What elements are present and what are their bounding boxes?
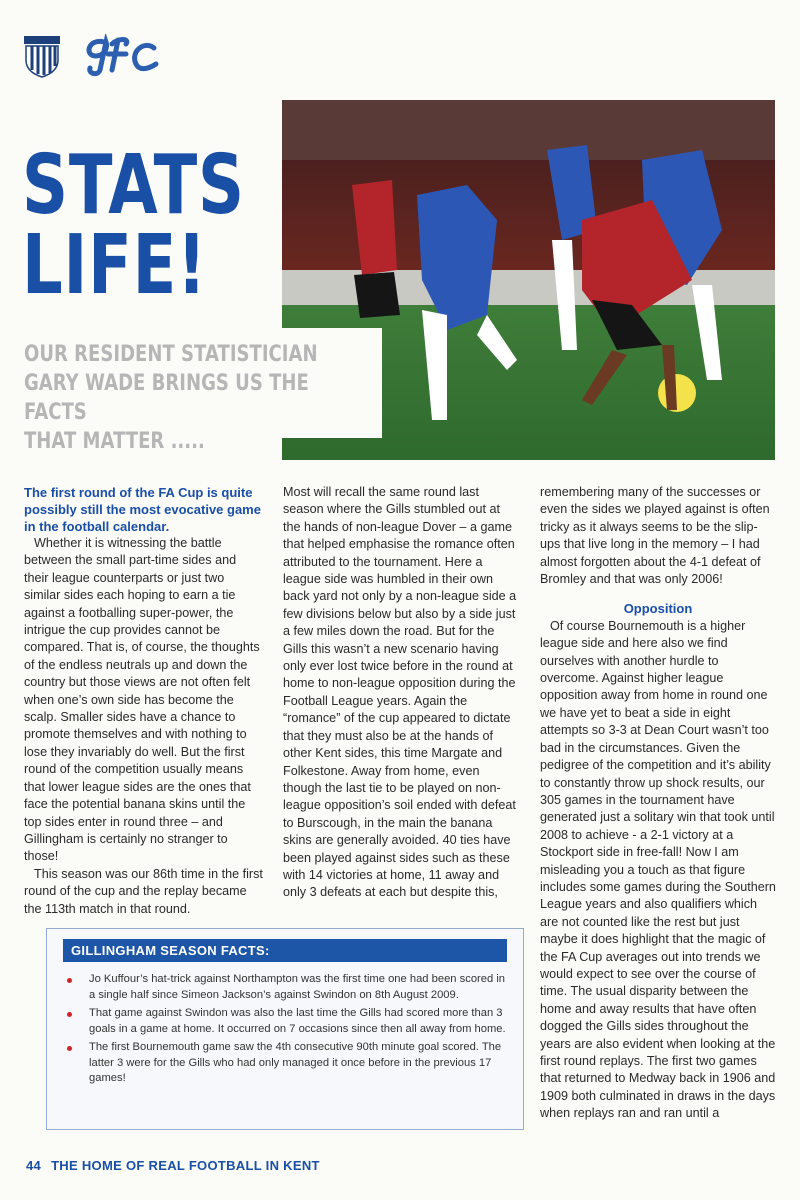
bullet-icon — [67, 1012, 72, 1017]
body-paragraph: remembering many of the successes or even the sides we played against is often tricky as it always seems to be the slip-ups that live long in the memory – I had almost forgotten about the 4-1 defeat of Bromley and that was only 2006! — [540, 485, 770, 587]
body-paragraph: Whether it is witnessing the battle between the small part-time sides and their league counterparts or just two similar sides each hoping to earn a tie against a footballing super-power, the intrigue the cup provides cannot be compared. That is, of course, the thoughts of the endless neutrals up and down the country but those views are not often felt when one’s own side has become the scalp. Smaller sides have a chance to promote themselves and with nothing to lose they invariably do well. But the first round of the competition usually means that lower league sides are the ones that face the potential banana skins until the top sides enter in round three – and Gillingham is certainly no stranger to those! — [24, 536, 260, 864]
article-column-1 — [24, 484, 264, 918]
article-column-3 — [540, 484, 776, 1123]
article-column-2 — [283, 484, 519, 902]
bullet-icon — [67, 978, 72, 983]
subtitle-line-1: OUR RESIDENT STATISTICIAN — [24, 342, 318, 367]
fact-item — [67, 972, 509, 1003]
footer-tagline: THE HOME OF REAL FOOTBALL IN KENT — [51, 1158, 320, 1173]
body-paragraph: This season was our 86th time in the first round of the cup and the replay became the 113th match in that round. — [24, 866, 263, 916]
article-subtitle — [24, 340, 368, 456]
subtitle-line-2: GARY WADE BRINGS US THE FACTS — [24, 371, 309, 425]
season-facts-heading: GILLINGHAM SEASON FACTS: — [63, 939, 507, 962]
season-facts-list — [47, 972, 523, 1087]
club-crest-logo — [24, 36, 60, 78]
body-paragraph: Most will recall the same round last season where the Gills stumbled out at the hands of non-league Dover – a game that helped emphasise the romance often attributed to the tournament. Here a league side was humbled in their own back yard not only by a non-league side a few divisions below but also by a side just a few miles down the road. But for the Gills this wasn’t a new scenario having only ever lost twice before in the round at home to non-league opposition during the Football League years. Again the “romance” of the cup appeared to dictate that they must also be at the hands of other Kent sides, this time Margate and Folkestone. Away from home, even though the last tie to be played on non-league opposition’s soil ended with defeat to Burscough, in the main the banana skins are generally avoided. 40 ties have been played against sides such as these with 14 victories at home, 11 away and only 3 defeats at each but despite this, — [283, 485, 517, 900]
fact-text: That game against Swindon was also the last time the Gills had scored more than 3 goals in a game at home. It occurred on 7 occasions since then all away from home. — [89, 1007, 506, 1035]
gfc-monogram-logo — [82, 34, 160, 78]
season-facts-box — [46, 928, 524, 1130]
title-line-2: LIFE! — [22, 218, 208, 313]
page-footer — [26, 1158, 320, 1173]
body-paragraph: Of course Bournemouth is a higher league side and here also we find ourselves with another hurdle to overcome. Against higher league opposition away from home in round one we have yet to beat a side in eight attempts so 3-3 at Dean Court wasn’t too bad in the circumstances. Given the pedigree of the competition and it’s ability to constantly throw up shock results, our 305 games in the tournament have generated just a solitary win that took until 2008 to achieve - a 2-1 victory at a Stockport side in free-fall! Now I am misleading you a touch as that figure includes some games during the Southern League years and also qualifiers which are not counted like the rest but just maybe it does highlight that the magic of the FA Cup averages out into trends we would expect to see over the course of time. The usual disparity between the home and away results that have often dogged the Gills sides throughout the years are also evident when looking at the first round replays. The first two games that returned to Medway back in 1906 and 1909 both culminated in draws in the days when replays ran and ran until a — [540, 618, 776, 1121]
page-number: 44 — [26, 1158, 42, 1173]
lead-paragraph: The first round of the FA Cup is quite possibly still the most evocative game in the football calendar. — [24, 485, 261, 534]
section-subheading: Opposition — [623, 601, 693, 617]
fact-text: Jo Kuffour’s hat-trick against Northampton was the first time one had been scored in a single half since Simeon Jackson’s against Swindon on 8th August 2009. — [89, 973, 506, 1001]
title-line-1: STATS — [22, 138, 245, 233]
fact-item — [67, 1006, 509, 1037]
subtitle-line-3: THAT MATTER ..... — [24, 429, 205, 454]
article-title — [22, 138, 245, 313]
bullet-icon — [67, 1046, 72, 1051]
fact-item — [67, 1040, 509, 1087]
fact-text: The first Bournemouth game saw the 4th consecutive 90th minute goal scored. The latter 3 were for the Gills who had only managed it once before in the previous 17 games! — [89, 1041, 502, 1084]
